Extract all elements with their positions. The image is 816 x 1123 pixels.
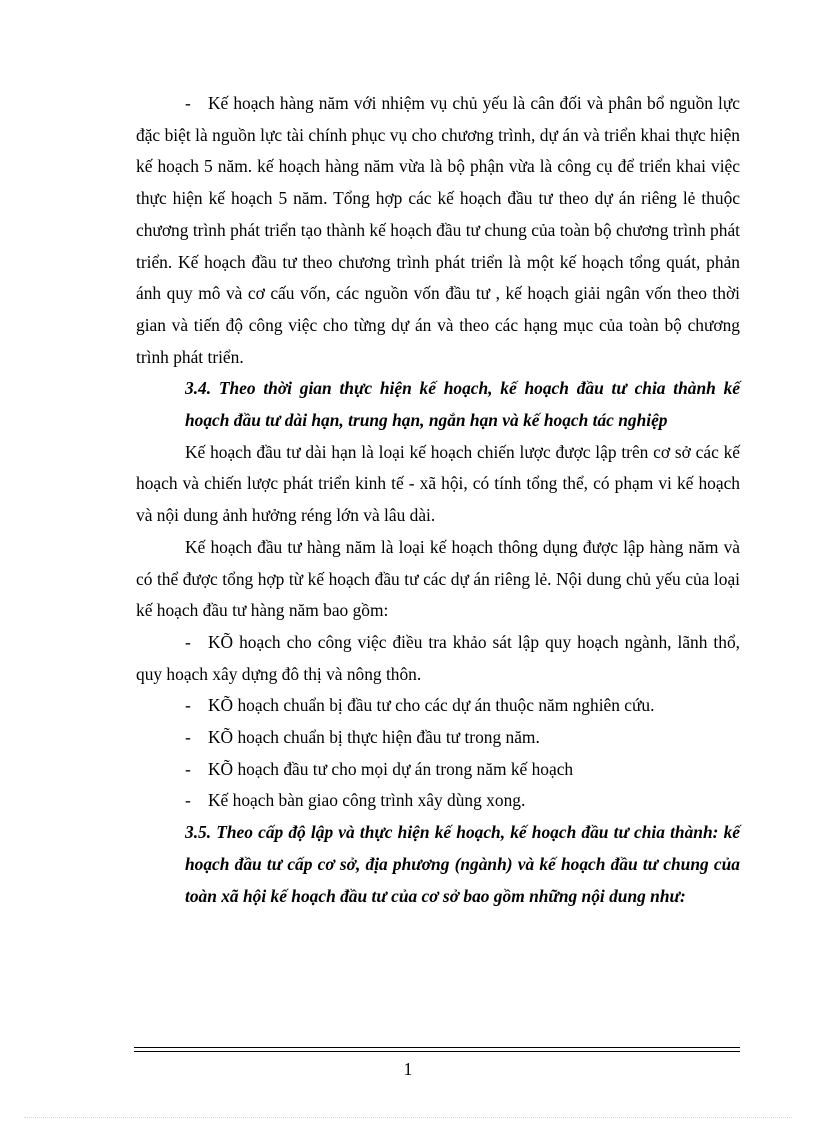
list-item-text: KÕ hoạch cho công việc điều tra khảo sát lập quy hoạch ngành, lãnh thổ, quy hoạch xây dựng đô thị và nông thôn. bbox=[136, 631, 740, 684]
list-item-text: KÕ hoạch chuẩn bị thực hiện đầu tư trong năm. bbox=[208, 727, 540, 748]
dash-mark: - bbox=[185, 727, 191, 748]
list-item-handover-plan bbox=[136, 785, 740, 817]
list-item-investment-all-projects bbox=[136, 754, 740, 786]
dash-mark: - bbox=[185, 93, 191, 113]
section-heading-3-4: 3.4. Theo thời gian thực hiện kế hoạch, kế hoạch đầu tư chia thành kế hoạch đầu tư dài hạn, trung hạn, ngắn hạn và kế hoạch tác nghiệp bbox=[185, 378, 740, 431]
document-body bbox=[136, 88, 740, 912]
footer-rule-bottom bbox=[134, 1051, 740, 1052]
footer-double-rule bbox=[134, 1047, 740, 1054]
paragraph-text: Kế hoạch hàng năm với nhiệm vụ chủ yếu là cân đối và phân bổ nguồn lực đặc biệt là nguồn lực tài chính phục vụ cho chương trình, dự án và triển khai thực hiện kế hoạch 5 năm. kế hoạch hàng năm vừa là bộ phận vừa là công cụ để triển khai việc thực hiện kế hoạch 5 năm. Tổng hợp các kế hoạch đầu tư theo dự án riêng lẻ thuộc chương trình phát triển tạo thành kế hoạch đầu tư chung của toàn bộ chương trình phát triển. Kế hoạch đầu tư theo chương trình phát triển là một kế hoạch tổng quát, phản ánh quy mô và cơ cấu vốn, các nguồn vốn đầu tư , kế hoạch giải ngân vốn theo thời gian và tiến độ công việc cho từng dự án và theo các hạng mục của toàn bộ chương trình phát triển. bbox=[136, 93, 740, 367]
list-item-prep-execution bbox=[136, 722, 740, 754]
list-item-survey-plan bbox=[136, 627, 740, 690]
paragraph-annual-investment-plan: Kế hoạch đầu tư hàng năm là loại kế hoạch thông dụng được lập hàng năm và có thể được tổng hợp từ kế hoạch đầu tư các dự án riêng lẻ. Nội dung chủ yếu của loại kế hoạch đầu tư hàng năm bao gồm: bbox=[136, 536, 740, 621]
dash-mark: - bbox=[185, 790, 191, 811]
paragraph-long-term-plan: Kế hoạch đầu tư dài hạn là loại kế hoạch chiến lược được lập trên cơ sở các kế hoạch và chiến lược phát triển kinh tế - xã hội, có tính tổng thể, có phạm vi kế hoạch và nội dung ảnh hưởng réng lớn và lâu dài. bbox=[136, 441, 740, 526]
paragraph-dash-annual-plan bbox=[136, 88, 740, 373]
page-number: 1 bbox=[403, 1059, 413, 1079]
page-bottom-dotted-line bbox=[24, 1117, 792, 1118]
list-item-text: Kế hoạch bàn giao công trình xây dùng xong. bbox=[208, 790, 526, 811]
dash-mark: - bbox=[185, 631, 191, 652]
footer-rule-top bbox=[134, 1047, 740, 1048]
list-item-prep-investment bbox=[136, 690, 740, 722]
dash-mark: - bbox=[185, 695, 191, 716]
dash-mark: - bbox=[185, 758, 191, 779]
section-heading-3-5: 3.5. Theo cấp độ lập và thực hiện kế hoạch, kế hoạch đầu tư chia thành: kế hoạch đầu tư cấp cơ sở, địa phương (ngành) và kế hoạch đầu tư chung của toàn xã hội kế hoạch đầu tư của cơ sở bao gồm những nội dung như: bbox=[185, 822, 740, 906]
list-item-text: KÕ hoạch đầu tư cho mọi dự án trong năm kế hoạch bbox=[208, 758, 574, 779]
list-item-text: KÕ hoạch chuẩn bị đầu tư cho các dự án thuộc năm nghiên cứu. bbox=[208, 695, 655, 716]
